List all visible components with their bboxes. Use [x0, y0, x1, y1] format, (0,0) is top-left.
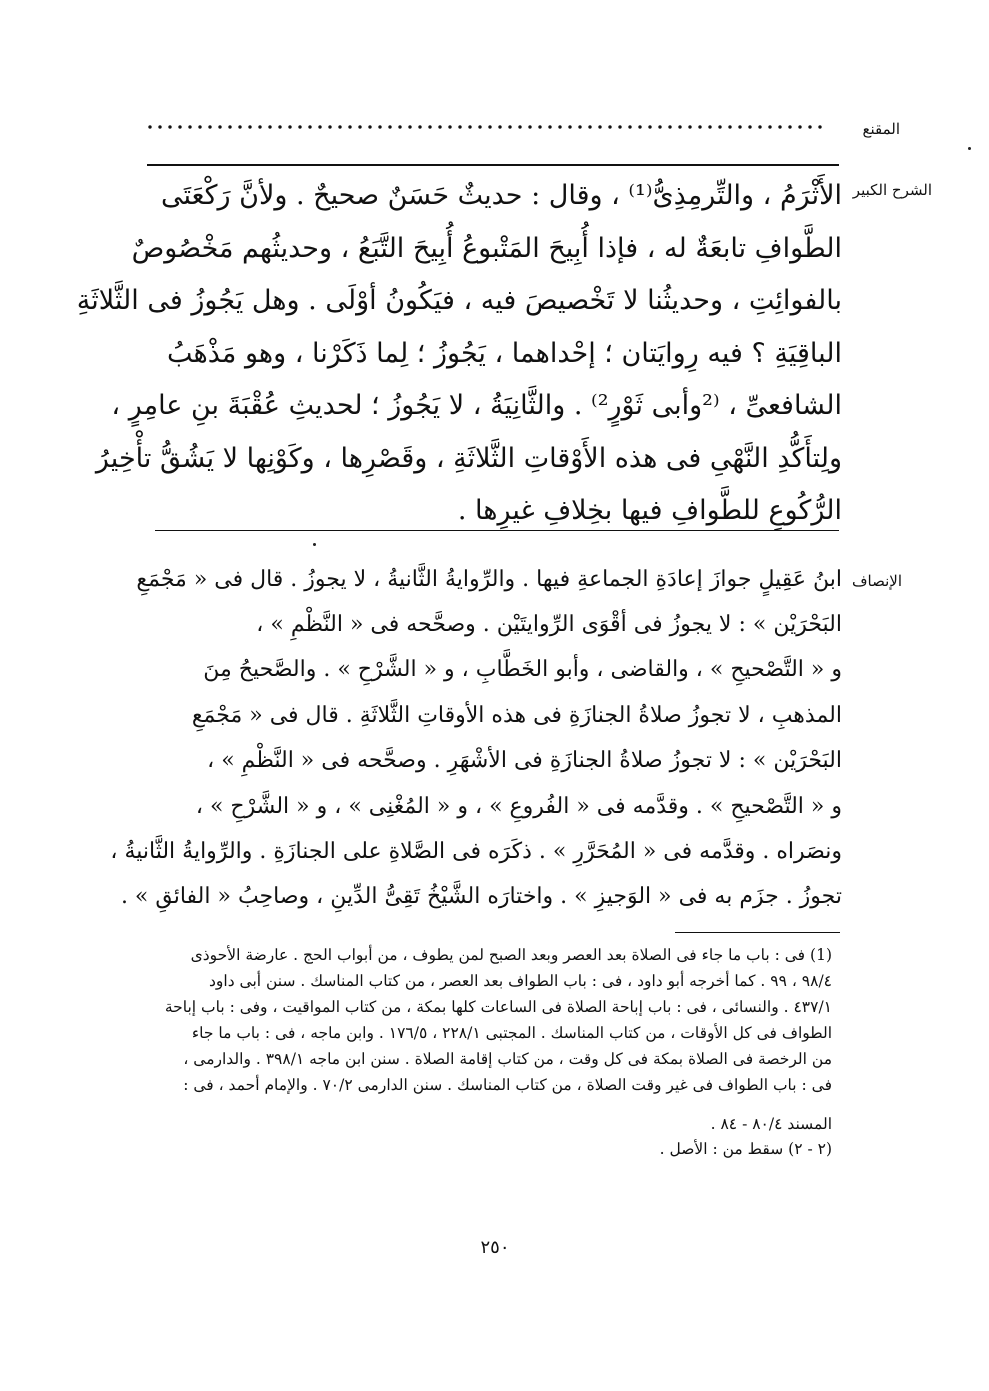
scan-speck: [968, 147, 971, 150]
footnote-line: المسند ٨٠/٤ - ٨٤ .: [710, 1115, 832, 1133]
sharh-line: ولِتأَكُّدِ النَّهْىِ فى هذه الأَوْقاتِ الثَّلاثَةِ ، وقَصْرِها ، وكَوْنِها لا يَشُقُّ تأْخِيرُ: [95, 443, 842, 474]
footnote-line: فى : باب الطواف فى غير وقت الصلاة ، من كتاب المناسك . سنن الدارمى ٧٠/٢ . والإمام أحمد ، فى :: [183, 1076, 832, 1094]
sharh-line: الباقِيَةِ ؟ فيه رِوايَتان ؛ إحْداهما ، يَجُوزُ ؛ لِما ذَكَرْنا ، وهو مَذْهَبُ: [166, 338, 842, 369]
footnote-line: ٩٨/٤ ، ٩٩ . كما أخرجه أبو داود ، فى : باب الطواف بعد العصر ، من كتاب المناسك . سنن أبى داود: [209, 972, 832, 990]
scan-speck: [313, 543, 316, 546]
footnote-line: (1) فى : باب ما جاء فى الصلاة بعد العصر وبعد الصبح لمن يطوف ، من أبواب الحج . عارضة الأحوذى: [190, 946, 832, 964]
header-rule: [147, 164, 839, 166]
sharh-line: بالفوائِتِ ، وحديثُنا لا تَخْصيصَ فيه ، فيَكُونُ أوْلَى . وهل يَجُوزُ فى الثَّلاثَةِ: [76, 285, 842, 316]
page-number: ٢٥٠: [480, 1237, 510, 1258]
insaf-label: الإنصاف: [851, 572, 902, 590]
sharh-line: الرُّكُوعِ للطَّوافِ فيها بخِلافِ غيرِها .: [457, 495, 842, 526]
sharh-label: الشرح الكبير: [852, 181, 932, 199]
sharh-line: الطَّوافِ تابعَةٌ له ، فإذا أُبِيحَ المَتْبوعُ أُبِيحَ التَّبَعُ ، وحديثُهم مَخْصُوصٌ: [131, 233, 842, 264]
section-divider: [155, 530, 839, 531]
sharh-line: الأَثْرَمُ ، والتِّرمِذِىُّ⁽¹⁾ ، وقال : حديثٌ حَسَنٌ صحيحٌ . ولأنَّ رَكْعَتَى: [161, 180, 842, 211]
book-title: المقنع: [862, 120, 900, 138]
footnote-separator: [675, 932, 840, 933]
footnote-line: (٢ - ٢) سقط من : الأصل .: [659, 1140, 832, 1158]
footnote-line: ٤٣٧/١ . والنسائى ، فى : باب إباحة الصلاة فى الساعات كلها بمكة ، من كتاب المواقيت ، وفى : باب إباحة: [164, 998, 832, 1016]
header-dotted-leader: [145, 124, 825, 130]
insaf-line: ابنُ عَقِيلٍ جوازَ إعادَةِ الجماعةِ فيها . والرِّوايةُ الثَّانيةُ ، لا يجوزُ . قال فى « مَجْمَعِ: [136, 567, 842, 592]
insaf-line: ونصَراه . وقدَّمه فى « المُحَرَّرِ » . ذكَرَه فى الصَّلاةِ على الجنازَةِ . والرِّوايةُ الثَّانيةُ ،: [110, 839, 842, 864]
footnote-line: الطواف فى كل الأوقات ، من كتاب المناسك . المجتبى ٢٢٨/١ ، ١٧٦/٥ . وابن ماجه ، فى : باب ما جاء: [191, 1024, 832, 1042]
footnote-line: من الرخصة فى الصلاة بمكة فى كل وقت ، من كتاب إقامة الصلاة . سنن ابن ماجه ٣٩٨/١ . والدارمى ،: [183, 1050, 832, 1068]
insaf-line: البَحْرَيْن » : لا يجوزُ فى أقْوَى الرِّوايتَيْن . وصحَّحه فى « النَّظْمِ » ،: [256, 612, 842, 637]
insaf-line: المذهبِ ، لا تجوزُ صلاةُ الجنازَةِ فى هذه الأوقاتِ الثَّلاثَةِ . قال فى « مَجْمَعِ: [191, 703, 842, 728]
insaf-line: تجوزُ . جزَم به فى « الوَجيزِ » . واختارَه الشَّيْخُ تَقِىُّ الدِّينِ ، وصاحِبُ « الفائقِ » .: [120, 884, 842, 909]
insaf-line: و « التَّصْحيحِ » . وقدَّمه فى « الفُروعِ » ، و « المُغْنِى » ، و « الشَّرْحِ » ،: [195, 794, 842, 819]
sharh-line: الشافعىِّ ، ⁽²وأبى ثَوْرٍ²⁾ . والثَّانِيَةُ ، لا يَجُوزُ ؛ لحديثِ عُقْبَةَ بنِ عامِرٍ ،: [111, 390, 842, 421]
insaf-line: و « التَّصْحيحِ » ، والقاضى ، وأبو الخَطَّابِ ، و « الشَّرْحِ » . والصَّحيحُ مِنَ: [203, 657, 842, 682]
insaf-line: البَحْرَيْن » : لا تجوزُ صلاةُ الجنازَةِ فى الأشْهَرِ . وصحَّحه فى « النَّظْمِ » ،: [207, 748, 842, 773]
